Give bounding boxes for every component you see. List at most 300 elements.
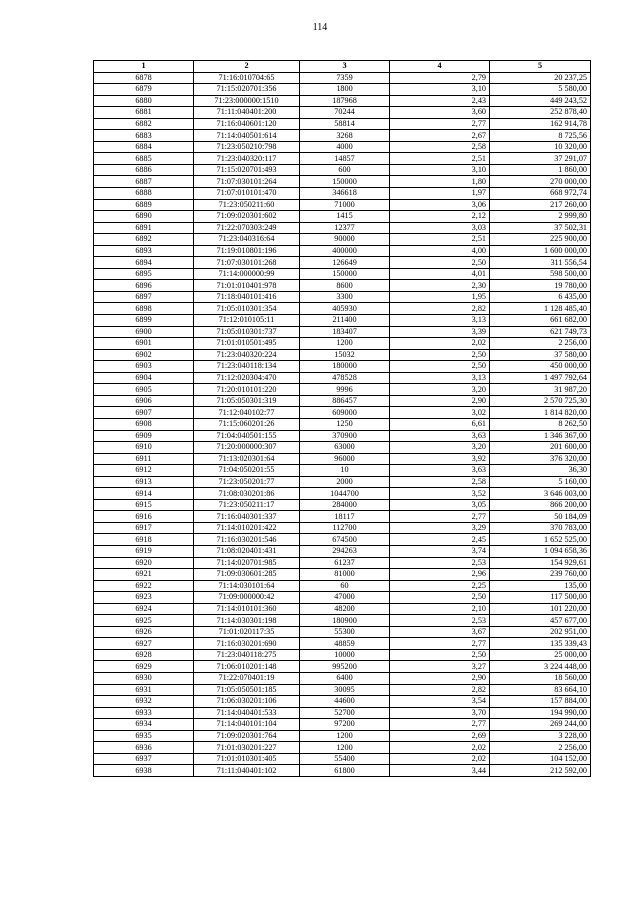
table-cell-col-4: 3,10 [390, 164, 490, 176]
table-cell-col-1: 6917 [94, 522, 194, 534]
table-cell-col-5: 1 600 000,00 [490, 245, 591, 257]
table-cell-col-5: 202 951,00 [490, 626, 591, 638]
table-cell-col-1: 6933 [94, 707, 194, 719]
table-cell-col-4: 2,82 [390, 684, 490, 696]
table-row [94, 141, 591, 153]
table-cell-col-5: 25 000,00 [490, 649, 591, 661]
table-cell-col-3: 8600 [300, 280, 390, 292]
table-row [94, 349, 591, 361]
table-cell-col-1: 6898 [94, 303, 194, 315]
table-cell-col-3: 90000 [300, 234, 390, 246]
table-cell-col-5: 8 262,50 [490, 418, 591, 430]
table-cell-col-3: 61800 [300, 765, 390, 777]
table-row [94, 222, 591, 234]
table-cell-col-4: 2,69 [390, 730, 490, 742]
table-row [94, 164, 591, 176]
table-cell-col-2: 71:16:010704:65 [194, 72, 300, 84]
table-cell-col-4: 2,02 [390, 742, 490, 754]
table-cell-col-5: 1 346 367,00 [490, 430, 591, 442]
table-row [94, 199, 591, 211]
table-cell-col-3: 886457 [300, 395, 390, 407]
table-cell-col-4: 3,67 [390, 626, 490, 638]
table-cell-col-1: 6882 [94, 118, 194, 130]
table-cell-col-1: 6903 [94, 361, 194, 373]
table-cell-col-5: 370 783,00 [490, 522, 591, 534]
table-cell-col-1: 6893 [94, 245, 194, 257]
table-cell-col-2: 71:05:010301:354 [194, 303, 300, 315]
table-cell-col-5: 212 592,00 [490, 765, 591, 777]
table-cell-col-3: 30095 [300, 684, 390, 696]
table-cell-col-3: 47000 [300, 592, 390, 604]
table-cell-col-3: 1800 [300, 84, 390, 96]
table-cell-col-5: 10 320,00 [490, 141, 591, 153]
table-row [94, 453, 591, 465]
table-cell-col-3: 112700 [300, 522, 390, 534]
table-cell-col-4: 3,20 [390, 384, 490, 396]
table-cell-col-5: 1 094 658,36 [490, 545, 591, 557]
table-cell-col-3: 55400 [300, 753, 390, 765]
table-row [94, 118, 591, 130]
table-cell-col-2: 71:04:050201:55 [194, 465, 300, 477]
table-cell-col-5: 20 237,25 [490, 72, 591, 84]
table-cell-col-2: 71:14:040401:533 [194, 707, 300, 719]
table-cell-col-5: 18 560,00 [490, 672, 591, 684]
table-cell-col-3: 284000 [300, 499, 390, 511]
table-cell-col-5: 36,30 [490, 465, 591, 477]
table-cell-col-1: 6929 [94, 661, 194, 673]
table-cell-col-5: 621 749,73 [490, 326, 591, 338]
table-cell-col-2: 71:01:010501:495 [194, 338, 300, 350]
table-cell-col-4: 6,61 [390, 418, 490, 430]
table-cell-col-5: 2 256,00 [490, 338, 591, 350]
table-cell-col-4: 2,51 [390, 153, 490, 165]
table-cell-col-5: 19 780,00 [490, 280, 591, 292]
table-cell-col-2: 71:14:000000:99 [194, 268, 300, 280]
table-header-row [94, 61, 591, 73]
table-cell-col-1: 6922 [94, 580, 194, 592]
table-cell-col-4: 3,92 [390, 453, 490, 465]
table-row [94, 672, 591, 684]
table-cell-col-3: 370900 [300, 430, 390, 442]
table-cell-col-4: 2,96 [390, 569, 490, 581]
table-cell-col-1: 6936 [94, 742, 194, 754]
table-cell-col-3: 81000 [300, 569, 390, 581]
table-cell-col-2: 71:12:010105:11 [194, 315, 300, 327]
table-cell-col-1: 6890 [94, 211, 194, 223]
table-cell-col-4: 2,82 [390, 303, 490, 315]
table-cell-col-1: 6904 [94, 372, 194, 384]
table-cell-col-4: 3,60 [390, 107, 490, 119]
table-cell-col-2: 71:23:000000:1510 [194, 95, 300, 107]
table-cell-col-1: 6937 [94, 753, 194, 765]
table-cell-col-4: 1,80 [390, 176, 490, 188]
table-cell-col-3: 44600 [300, 696, 390, 708]
table-cell-col-5: 5 580,00 [490, 84, 591, 96]
table-cell-col-1: 6920 [94, 557, 194, 569]
table-cell-col-5: 201 600,00 [490, 442, 591, 454]
table-cell-col-1: 6916 [94, 511, 194, 523]
table-cell-col-2: 71:07:030101:268 [194, 257, 300, 269]
column-header-4: 4 [390, 61, 490, 73]
table-cell-col-5: 866 200,00 [490, 499, 591, 511]
table-row [94, 753, 591, 765]
table-cell-col-3: 400000 [300, 245, 390, 257]
table-cell-col-3: 294263 [300, 545, 390, 557]
table-cell-col-2: 71:16:030201:546 [194, 534, 300, 546]
table-cell-col-4: 2,77 [390, 638, 490, 650]
table-cell-col-1: 6919 [94, 545, 194, 557]
table-cell-col-2: 71:14:010201:422 [194, 522, 300, 534]
table-row [94, 84, 591, 96]
table-cell-col-1: 6906 [94, 395, 194, 407]
table-row [94, 418, 591, 430]
table-cell-col-1: 6938 [94, 765, 194, 777]
table-cell-col-5: 450 000,00 [490, 361, 591, 373]
table-cell-col-4: 2,50 [390, 349, 490, 361]
table-cell-col-2: 71:07:010101:470 [194, 188, 300, 200]
table-cell-col-2: 71:16:040301:337 [194, 511, 300, 523]
table-body [94, 72, 591, 776]
table-cell-col-2: 71:18:040101:416 [194, 291, 300, 303]
table-cell-col-4: 3,27 [390, 661, 490, 673]
table-cell-col-4: 3,20 [390, 442, 490, 454]
table-cell-col-5: 376 320,00 [490, 453, 591, 465]
table-cell-col-5: 8 725,56 [490, 130, 591, 142]
table-cell-col-1: 6913 [94, 476, 194, 488]
table-cell-col-1: 6912 [94, 465, 194, 477]
table-row [94, 326, 591, 338]
table-cell-col-4: 3,13 [390, 372, 490, 384]
table-cell-col-1: 6925 [94, 615, 194, 627]
table-cell-col-1: 6914 [94, 488, 194, 500]
table-cell-col-3: 71000 [300, 199, 390, 211]
table-cell-col-1: 6878 [94, 72, 194, 84]
table-cell-col-2: 71:14:030301:198 [194, 615, 300, 627]
table-row [94, 430, 591, 442]
table-cell-col-4: 2,77 [390, 118, 490, 130]
table-row [94, 72, 591, 84]
table-cell-col-1: 6902 [94, 349, 194, 361]
table-cell-col-4: 4,00 [390, 245, 490, 257]
table-cell-col-2: 71:15:060201:26 [194, 418, 300, 430]
table-cell-col-1: 6887 [94, 176, 194, 188]
table-cell-col-5: 1 497 792,64 [490, 372, 591, 384]
table-cell-col-1: 6895 [94, 268, 194, 280]
table-cell-col-2: 71:16:040601:120 [194, 118, 300, 130]
table-row [94, 603, 591, 615]
table-cell-col-2: 71:12:040102:77 [194, 407, 300, 419]
table-cell-col-3: 1250 [300, 418, 390, 430]
table-row [94, 557, 591, 569]
table-cell-col-5: 101 220,00 [490, 603, 591, 615]
table-cell-col-1: 6935 [94, 730, 194, 742]
table-cell-col-1: 6901 [94, 338, 194, 350]
table-cell-col-3: 10 [300, 465, 390, 477]
column-header-1: 1 [94, 61, 194, 73]
table-cell-col-5: 6 435,00 [490, 291, 591, 303]
table-cell-col-5: 239 760,00 [490, 569, 591, 581]
table-row [94, 234, 591, 246]
table-cell-col-5: 154 929,61 [490, 557, 591, 569]
table-cell-col-2: 71:23:050211:60 [194, 199, 300, 211]
table-cell-col-1: 6924 [94, 603, 194, 615]
table-cell-col-4: 1,97 [390, 188, 490, 200]
table-cell-col-5: 5 160,00 [490, 476, 591, 488]
table-cell-col-5: 135,00 [490, 580, 591, 592]
table-cell-col-4: 2,79 [390, 72, 490, 84]
table-cell-col-3: 1200 [300, 730, 390, 742]
table-cell-col-4: 3,63 [390, 465, 490, 477]
table-cell-col-1: 6911 [94, 453, 194, 465]
table-cell-col-3: 48859 [300, 638, 390, 650]
table-row [94, 280, 591, 292]
table-cell-col-2: 71:05:050501:185 [194, 684, 300, 696]
table-row [94, 130, 591, 142]
table-cell-col-3: 478528 [300, 372, 390, 384]
table-cell-col-1: 6907 [94, 407, 194, 419]
column-header-3: 3 [300, 61, 390, 73]
table-cell-col-4: 3,39 [390, 326, 490, 338]
table-cell-col-5: 162 914,78 [490, 118, 591, 130]
table-cell-col-4: 2,77 [390, 511, 490, 523]
table-cell-col-2: 71:01:010301:405 [194, 753, 300, 765]
table-cell-col-2: 71:05:010301:737 [194, 326, 300, 338]
table-cell-col-3: 96000 [300, 453, 390, 465]
table-cell-col-2: 71:23:040118:275 [194, 649, 300, 661]
table-cell-col-3: 180900 [300, 615, 390, 627]
table-cell-col-3: 10000 [300, 649, 390, 661]
table-cell-col-2: 71:23:040320:224 [194, 349, 300, 361]
table-row [94, 384, 591, 396]
table-cell-col-3: 2000 [300, 476, 390, 488]
column-header-5: 5 [490, 61, 591, 73]
table-cell-col-5: 661 682,00 [490, 315, 591, 327]
table-cell-col-1: 6923 [94, 592, 194, 604]
table-cell-col-2: 71:12:020304:470 [194, 372, 300, 384]
table-row [94, 257, 591, 269]
table-cell-col-2: 71:14:030101:64 [194, 580, 300, 592]
table-row [94, 730, 591, 742]
table-cell-col-1: 6934 [94, 719, 194, 731]
table-row [94, 95, 591, 107]
table-cell-col-5: 37 580,00 [490, 349, 591, 361]
table-cell-col-3: 15032 [300, 349, 390, 361]
table-cell-col-2: 71:09:020301:764 [194, 730, 300, 742]
table-cell-col-2: 71:22:070401:19 [194, 672, 300, 684]
table-row [94, 303, 591, 315]
table-cell-col-2: 71:20:000000:307 [194, 442, 300, 454]
table-row [94, 638, 591, 650]
table-cell-col-3: 60 [300, 580, 390, 592]
table-cell-col-1: 6879 [94, 84, 194, 96]
table-cell-col-5: 104 152,00 [490, 753, 591, 765]
table-cell-col-4: 3,05 [390, 499, 490, 511]
table-cell-col-1: 6915 [94, 499, 194, 511]
table-row [94, 291, 591, 303]
table-cell-col-3: 180000 [300, 361, 390, 373]
table-cell-col-1: 6880 [94, 95, 194, 107]
table-cell-col-1: 6909 [94, 430, 194, 442]
table-cell-col-3: 346618 [300, 188, 390, 200]
table-cell-col-1: 6894 [94, 257, 194, 269]
table-cell-col-3: 9996 [300, 384, 390, 396]
table-cell-col-3: 58814 [300, 118, 390, 130]
table-cell-col-4: 3,10 [390, 84, 490, 96]
table-cell-col-2: 71:14:010101:360 [194, 603, 300, 615]
table-cell-col-1: 6931 [94, 684, 194, 696]
table-cell-col-1: 6886 [94, 164, 194, 176]
table-cell-col-3: 63000 [300, 442, 390, 454]
table-row [94, 696, 591, 708]
table-cell-col-2: 71:09:030601:285 [194, 569, 300, 581]
table-row [94, 188, 591, 200]
table-row [94, 742, 591, 754]
table-cell-col-4: 2,12 [390, 211, 490, 223]
table-cell-col-4: 2,53 [390, 557, 490, 569]
table-cell-col-2: 71:11:040401:200 [194, 107, 300, 119]
table-cell-col-2: 71:13:020301:64 [194, 453, 300, 465]
table-row [94, 268, 591, 280]
table-cell-col-3: 3268 [300, 130, 390, 142]
table-cell-col-5: 252 878,40 [490, 107, 591, 119]
table-row [94, 569, 591, 581]
table-cell-col-3: 6400 [300, 672, 390, 684]
table-row [94, 649, 591, 661]
table-row [94, 545, 591, 557]
table-cell-col-4: 3,29 [390, 522, 490, 534]
table-cell-col-2: 71:09:020301:602 [194, 211, 300, 223]
table-row [94, 580, 591, 592]
table-row [94, 615, 591, 627]
table-cell-col-3: 609000 [300, 407, 390, 419]
table-cell-col-5: 31 987,20 [490, 384, 591, 396]
table-cell-col-4: 3,02 [390, 407, 490, 419]
table-cell-col-4: 2,50 [390, 592, 490, 604]
table-cell-col-4: 2,50 [390, 649, 490, 661]
table-cell-col-5: 449 243,52 [490, 95, 591, 107]
table-cell-col-5: 457 677,00 [490, 615, 591, 627]
table-row [94, 522, 591, 534]
table-cell-col-2: 71:05:050301:319 [194, 395, 300, 407]
table-cell-col-1: 6930 [94, 672, 194, 684]
table-cell-col-4: 3,54 [390, 696, 490, 708]
table-cell-col-3: 150000 [300, 268, 390, 280]
table-cell-col-5: 270 000,00 [490, 176, 591, 188]
table-cell-col-1: 6897 [94, 291, 194, 303]
table-cell-col-3: 48200 [300, 603, 390, 615]
table-cell-col-3: 70244 [300, 107, 390, 119]
table-cell-col-4: 2,25 [390, 580, 490, 592]
table-cell-col-5: 598 500,00 [490, 268, 591, 280]
table-cell-col-4: 3,63 [390, 430, 490, 442]
table-cell-col-4: 3,52 [390, 488, 490, 500]
table-cell-col-4: 2,53 [390, 615, 490, 627]
table-cell-col-1: 6896 [94, 280, 194, 292]
table-cell-col-4: 2,30 [390, 280, 490, 292]
table-cell-col-5: 269 244,00 [490, 719, 591, 731]
table-cell-col-5: 668 972,74 [490, 188, 591, 200]
table-cell-col-2: 71:20:010101:220 [194, 384, 300, 396]
table-cell-col-4: 2,90 [390, 395, 490, 407]
table-cell-col-3: 97200 [300, 719, 390, 731]
page-number: 114 [312, 22, 328, 33]
table-cell-col-5: 311 556,54 [490, 257, 591, 269]
table-cell-col-3: 1200 [300, 338, 390, 350]
table-row [94, 395, 591, 407]
table-cell-col-2: 71:01:030201:227 [194, 742, 300, 754]
table-row [94, 245, 591, 257]
table-cell-col-3: 674500 [300, 534, 390, 546]
table-row [94, 407, 591, 419]
table-cell-col-4: 2,90 [390, 672, 490, 684]
table-cell-col-2: 71:14:020701:985 [194, 557, 300, 569]
table-cell-col-1: 6888 [94, 188, 194, 200]
table-cell-col-3: 3300 [300, 291, 390, 303]
table-cell-col-5: 83 664,10 [490, 684, 591, 696]
table-row [94, 315, 591, 327]
table-cell-col-3: 61237 [300, 557, 390, 569]
table-cell-col-4: 3,13 [390, 315, 490, 327]
table-cell-col-5: 50 184,09 [490, 511, 591, 523]
table-row [94, 211, 591, 223]
table-cell-col-5: 225 900,00 [490, 234, 591, 246]
table-cell-col-5: 3 228,00 [490, 730, 591, 742]
table-row [94, 465, 591, 477]
table-cell-col-4: 1,95 [390, 291, 490, 303]
table-cell-col-5: 157 884,00 [490, 696, 591, 708]
table-row [94, 153, 591, 165]
table-cell-col-4: 2,10 [390, 603, 490, 615]
table-row [94, 176, 591, 188]
table-cell-col-2: 71:15:020701:356 [194, 84, 300, 96]
table-cell-col-1: 6891 [94, 222, 194, 234]
table-cell-col-5: 2 999,80 [490, 211, 591, 223]
table-row [94, 534, 591, 546]
table-cell-col-5: 117 500,00 [490, 592, 591, 604]
table-cell-col-5: 1 814 820,00 [490, 407, 591, 419]
table-cell-col-1: 6927 [94, 638, 194, 650]
table-cell-col-3: 126649 [300, 257, 390, 269]
table-cell-col-5: 2 256,00 [490, 742, 591, 754]
table-cell-col-1: 6921 [94, 569, 194, 581]
table-cell-col-3: 1200 [300, 742, 390, 754]
table-cell-col-1: 6928 [94, 649, 194, 661]
table-row [94, 338, 591, 350]
table-row [94, 661, 591, 673]
table-cell-col-1: 6881 [94, 107, 194, 119]
table-cell-col-2: 71:23:040118:134 [194, 361, 300, 373]
table-cell-col-2: 71:23:050201:77 [194, 476, 300, 488]
table-cell-col-5: 3 224 448,00 [490, 661, 591, 673]
table-cell-col-1: 6918 [94, 534, 194, 546]
column-header-2: 2 [194, 61, 300, 73]
table-cell-col-4: 2,77 [390, 719, 490, 731]
table-cell-col-4: 3,03 [390, 222, 490, 234]
table-cell-col-1: 6892 [94, 234, 194, 246]
table-cell-col-5: 2 570 725,30 [490, 395, 591, 407]
table-row [94, 592, 591, 604]
table-cell-col-3: 183407 [300, 326, 390, 338]
table-cell-col-3: 55300 [300, 626, 390, 638]
table-cell-col-3: 12377 [300, 222, 390, 234]
table-cell-col-5: 3 646 003,00 [490, 488, 591, 500]
table-cell-col-2: 71:22:070303:249 [194, 222, 300, 234]
table-cell-col-2: 71:01:010401:978 [194, 280, 300, 292]
table-cell-col-1: 6905 [94, 384, 194, 396]
table-cell-col-4: 4,01 [390, 268, 490, 280]
table-cell-col-5: 37 291,07 [490, 153, 591, 165]
table-cell-col-4: 2,58 [390, 141, 490, 153]
